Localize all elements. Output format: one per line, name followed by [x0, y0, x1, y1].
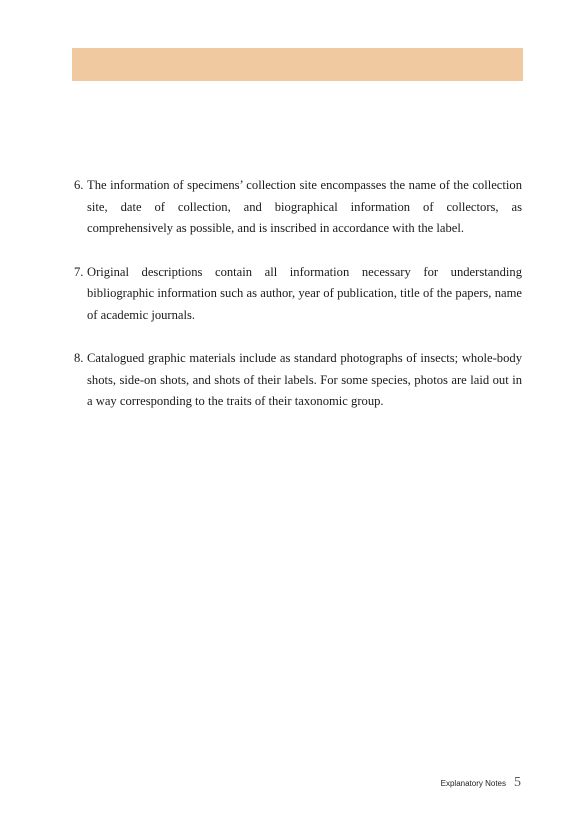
page-number: 5 — [514, 775, 521, 790]
note-text: Original descriptions contain all information necessary for understanding bibliographic information such as author, year of publication, title of the papers, name of academic journals. — [87, 264, 522, 322]
note-item-8 — [74, 348, 522, 413]
explanatory-notes-list — [74, 175, 522, 435]
note-number: 7. — [74, 264, 84, 279]
note-text: Catalogued graphic materials include as standard photographs of insects; whole-body shots, side-on shots, and shots of their labels. For some species, photos are laid out in a way corresponding to the traits of their taxonomic group. — [87, 351, 522, 408]
note-item-6 — [74, 175, 522, 240]
note-number: 8. — [74, 351, 84, 365]
note-number: 6. — [74, 178, 84, 192]
note-text: The information of specimens’ collection site encompasses the name of the collection site, date of collection, and biographical information of collectors, as comprehensively as possible, and is inscribed in accordance with the label. — [87, 178, 522, 235]
note-item-7 — [74, 262, 522, 327]
page-footer — [441, 775, 521, 791]
footer-section-label: Explanatory Notes — [440, 779, 506, 788]
header-band — [72, 48, 523, 81]
